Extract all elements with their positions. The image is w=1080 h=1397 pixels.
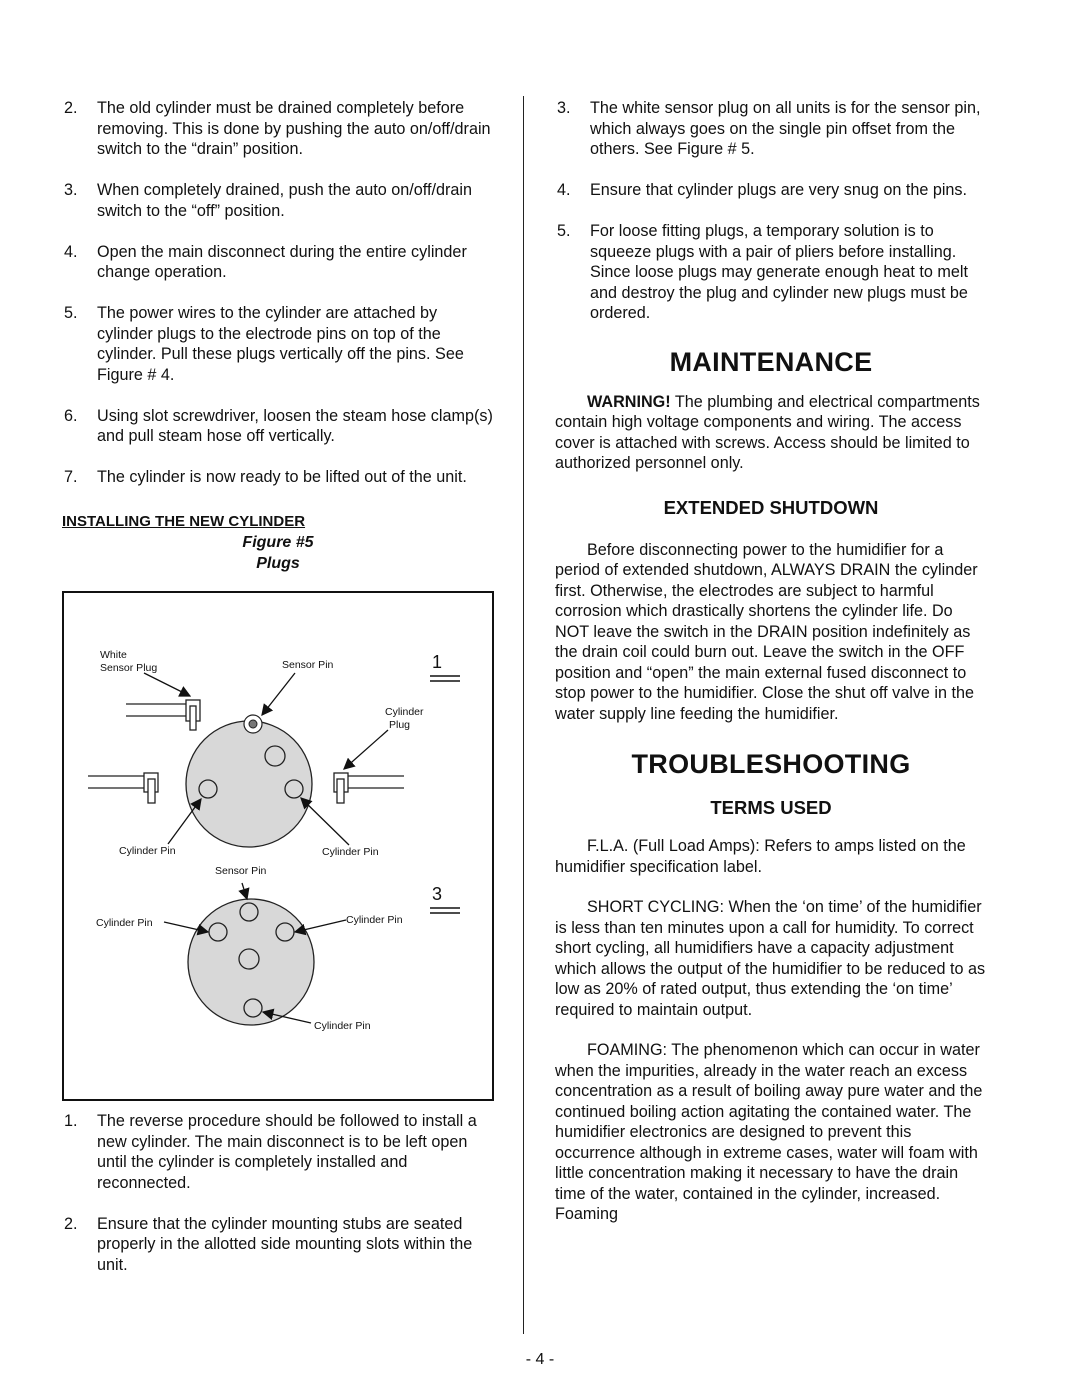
- step-number: 2.: [64, 99, 78, 117]
- label-cylinder-pin-3-right: Cylinder Pin: [346, 914, 403, 926]
- step-text: Ensure that cylinder plugs are very snug on the pins.: [590, 181, 968, 199]
- figure-label: Figure #5: [242, 534, 314, 551]
- cylinder-pin-3b: [276, 923, 294, 941]
- step-text: Ensure that the cylinder mounting stubs are seated properly in the allotted side mounting slots within the unit.: [97, 1214, 473, 1274]
- installing-heading: INSTALLING THE NEW CYLINDER: [62, 512, 306, 530]
- label-cylinder-plug-1: Cylinder: [385, 706, 424, 718]
- warning-text: The plumbing and electrical compartments contain high voltage components and wiring. The access cover is attached with screws. Access should be limited to authorized personnel only.: [555, 392, 980, 472]
- step-text: When completely drained, push the auto on/off/drain switch to the “off” position.: [97, 181, 472, 220]
- page-number: - 4 -: [525, 1351, 555, 1368]
- terms-used-heading: TERMS USED: [710, 797, 832, 818]
- label-sensor-pin-top: Sensor Pin: [282, 659, 334, 671]
- step-number: 5.: [557, 222, 571, 240]
- phase-1-label: 1: [432, 652, 443, 672]
- install-step-5: [555, 221, 987, 324]
- install-step-1: [62, 1111, 494, 1193]
- step-number: 3.: [64, 181, 78, 199]
- right-column: [555, 98, 987, 1225]
- warning-paragraph: [555, 392, 987, 474]
- fla-definition: F.L.A. (Full Load Amps): Refers to amps listed on the humidifier specification label.: [555, 837, 966, 876]
- step-text: The power wires to the cylinder are attached by cylinder plugs to the electrode pins on top of the cylinder. Pull these plugs vertically off the pins. See Figure # 4.: [97, 304, 464, 384]
- install-step-2: [62, 1214, 494, 1276]
- removal-step-2: [62, 98, 494, 160]
- sensor-pin-3: [240, 903, 258, 921]
- step-number: 1.: [64, 1112, 78, 1130]
- label-cylinder-pin-3-bottom: Cylinder Pin: [314, 1020, 371, 1032]
- warning-label: WARNING!: [587, 392, 671, 411]
- label-cylinder-pin-3-left: Cylinder Pin: [96, 917, 153, 929]
- removal-step-4: [62, 242, 494, 283]
- label-cylinder-pin-left: Cylinder Pin: [119, 845, 176, 857]
- install-step-4: [555, 180, 987, 201]
- cylinder-pin-1b: [199, 780, 217, 798]
- column-divider: [523, 96, 524, 1334]
- extended-shutdown-text: Before disconnecting power to the humidifier for a period of extended shutdown, ALWAYS DRAIN the cylinder first. Otherwise, the electrodes are subject to harmful corrosion which drastically shortens the cylinder life. Do NOT leave the switch in the DRAIN position indefinitely as the drain coil could burn out. Leave the switch in the OFF position and “open” the main external fused disconnect to stop power to the humidifier. Close the shut off valve in the water supply line feeding the humidifier.: [555, 540, 978, 723]
- removal-step-6: [62, 406, 494, 447]
- figure-title: Plugs: [256, 555, 300, 572]
- removal-step-7: [62, 467, 494, 488]
- label-sensor-plug: Sensor Plug: [100, 662, 158, 674]
- left-column: [62, 98, 494, 1296]
- plugs-diagram-svg: [64, 593, 492, 1099]
- maintenance-heading: MAINTENANCE: [669, 346, 873, 377]
- label-cylinder-plug-2: Plug: [389, 719, 411, 731]
- label-cylinder-pin-right: Cylinder Pin: [322, 846, 379, 858]
- sensor-pin-core-1: [249, 720, 257, 728]
- step-number: 6.: [64, 406, 78, 425]
- cylinder-pin-3a: [209, 923, 227, 941]
- step-number: 4.: [64, 242, 78, 261]
- extended-shutdown-heading: EXTENDED SHUTDOWN: [663, 496, 879, 518]
- step-number: 4.: [557, 181, 571, 199]
- step-text: For loose fitting plugs, a temporary solution is to squeeze plugs with a pair of pliers before installing. Since loose plugs may generate enough heat to melt and destroy the plug and cylinder new plugs must be ordered.: [590, 222, 968, 322]
- step-number: 2.: [64, 1214, 78, 1233]
- phase-3-label: 3: [432, 884, 443, 904]
- step-text: The old cylinder must be drained completely before removing. This is done by pushing the auto on/off/drain switch to the “drain” position.: [97, 99, 491, 158]
- cylinder-plug-right: [334, 773, 404, 803]
- figure-plugs-diagram: [62, 591, 494, 1101]
- step-text: Using slot screwdriver, loosen the steam hose clamp(s) and pull steam hose off vertically.: [97, 406, 493, 445]
- step-text: Open the main disconnect during the entire cylinder change operation.: [97, 242, 467, 281]
- removal-step-3: [62, 180, 494, 221]
- label-sensor-pin-bottom: Sensor Pin: [215, 865, 267, 877]
- removal-step-5: [62, 303, 494, 385]
- step-text: The white sensor plug on all units is for the sensor pin, which always goes on the single pin offset from the others. See Figure # 5.: [590, 99, 981, 158]
- cylinder-pin-1a: [265, 746, 285, 766]
- step-number: 7.: [64, 468, 78, 486]
- troubleshooting-heading: TROUBLESHOOTING: [631, 749, 911, 779]
- step-text: The cylinder is now ready to be lifted out of the unit.: [97, 468, 467, 486]
- foaming-definition: FOAMING: The phenomenon which can occur in water when the impurities, already in the water reach an excess concentration as a result of boiling away pure water and the continued boiling action agitating the contained water. The humidifier electronics are designed to prevent this occurrence although in extreme cases, water will foam with little concentration making it necessary to have the drain time of the water, contained in the cylinder, increased. Foaming: [555, 1041, 983, 1223]
- white-sensor-plug: [126, 700, 200, 730]
- short-cycling-definition: SHORT CYCLING: When the ‘on time’ of the humidifier is less than ten minutes upon a call for humidity. To correct short cycling, all humidifiers have a capacity adjustment which allows the output of the humidifier to be reduced to as low as 20% of rated output, thus extending the ‘on time’ required to maintain output.: [555, 898, 986, 1019]
- cylinder-pin-1c: [285, 780, 303, 798]
- step-number: 3.: [557, 99, 571, 117]
- step-number: 5.: [64, 304, 78, 322]
- cylinder-pin-3d: [244, 999, 262, 1017]
- cylinder-pin-3c: [239, 949, 259, 969]
- label-white: White: [100, 649, 127, 661]
- install-step-3: [555, 98, 987, 160]
- cylinder-plug-left: [88, 773, 158, 803]
- step-text: The reverse procedure should be followed to install a new cylinder. The main disconnect is to be left open until the cylinder is completely installed and reconnected.: [97, 1112, 477, 1192]
